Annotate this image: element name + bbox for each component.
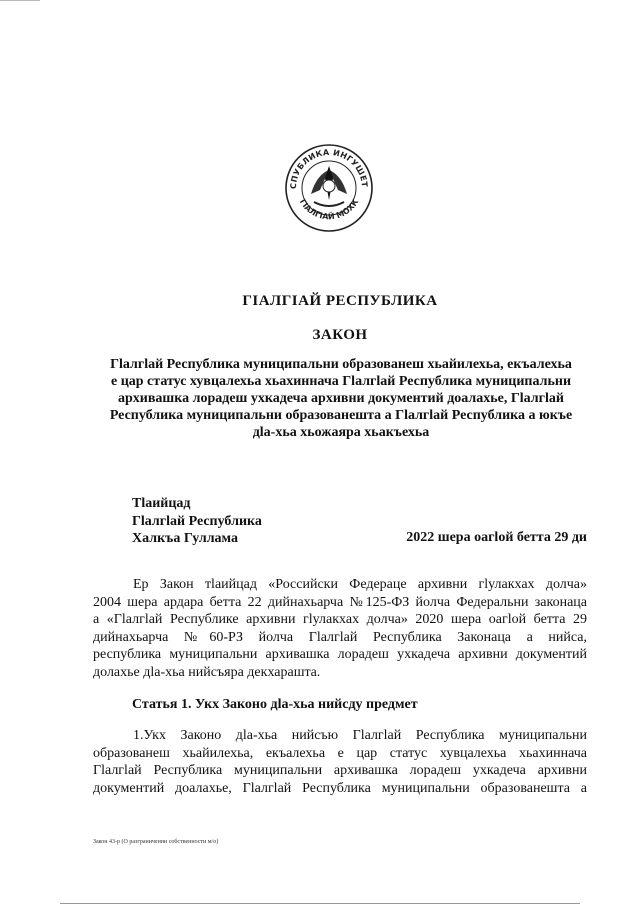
paragraph-line: 1.Укх Законо дlа-хьа нийсъю Гlалгlай Республика муниципальни	[133, 728, 587, 743]
adoption-block	[132, 495, 262, 548]
document-type: ЗАКОН	[312, 327, 368, 343]
paragraph-line: документий доалахье, Гlалгlай Республика муниципальни образованешта а	[93, 780, 587, 796]
adopted-line: Гlалгlай Республика	[132, 513, 262, 529]
title-line: дlа-хьа хьожаяра хьакъехьа	[252, 425, 430, 440]
paragraph-line: республика муниципальни архивашка лорадеш ухкадеча архивни документий	[93, 647, 587, 663]
adoption-date: 2022 шера оагlой бетта 29 ди	[406, 530, 587, 545]
law-title	[90, 356, 592, 441]
footer-note: Закон 43-р (О разграничении собственности м/о)	[93, 839, 219, 845]
republic-heading: ГIАЛГIАЙ РЕСПУБЛИКА	[242, 293, 438, 309]
paragraph-line: а «Гlалгlай Республике архивни гlулакхах долча» 2020 шера оагlой бетта 29	[93, 612, 587, 628]
title-line: архивашка лорадеш ухкадеча архивни документий доалахье, Гlалгlай	[118, 391, 564, 406]
paragraph-line: 2004 шера ардара бетта 22 дийнахьарча №125-ФЗ йолча Федеральни законаца	[93, 594, 587, 610]
title-line: е цар статус хувцалехьа хьахиннача Гlалгlай Республика муниципальни	[110, 374, 572, 389]
scan-artifact	[0, 0, 40, 1]
paragraph-line: образованеш хьайилехьа, екъалехьа е цар статус хувцалехьа хьахиннача	[93, 745, 587, 761]
preamble-paragraph	[93, 576, 587, 682]
scan-artifact	[60, 903, 580, 904]
emblem-bottom-text: ГIАЛГIАЙ МОХК	[297, 197, 361, 222]
article-paragraph	[93, 727, 587, 797]
adopted-line: Тlаийцад	[132, 496, 191, 511]
paragraph-line: дийнахьарча №60-РЗ йолча Гlалгlай Республика Законаца а нийса,	[93, 629, 587, 645]
paragraph-line: долахье дlа-хьа нийсъяра декхараштa.	[93, 664, 321, 680]
paragraph-line: Гlалгlай Республика муниципальни архивашка лорадеш ухкадеча архивни	[93, 763, 587, 779]
emblem-top-text: СПУБЛИКА ИНГУШЕТ	[288, 147, 370, 190]
svg-text:ГIАЛГIАЙ МОХК	[298, 197, 361, 221]
republic-emblem	[284, 140, 374, 236]
title-line: Республика муниципальни образованешта а Гlалгlай Республика а юкъе	[109, 408, 573, 423]
title-line: Гlалгlай Республика муниципальни образованеш хьайилехьа, екъалехьа	[110, 357, 572, 372]
article-heading: Статья 1. Укх Законо дlа-хьа нийсду предмет	[132, 697, 418, 712]
paragraph-line: Ер Закон тlаийцад «Российски Федераце архивни гlулакхах долча»	[133, 577, 587, 592]
adopted-line: Халкъа Гуллама	[132, 531, 238, 546]
